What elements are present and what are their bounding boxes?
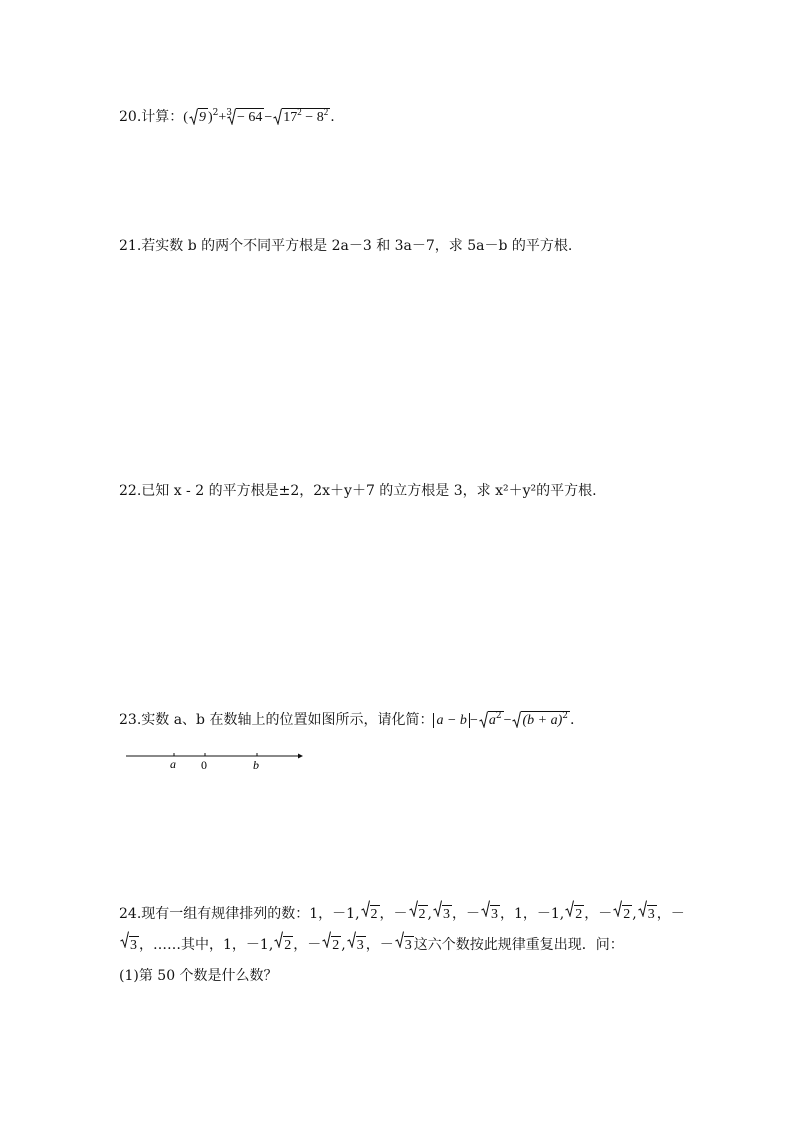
question-20: 20.计算：( 9 )$^2$+$^3$ − 64 − $17^2 - 8^2$ . — [119, 107, 335, 125]
sqrt-b-plus-a-sq: $(b + a)^2$ — [512, 710, 570, 730]
question-22: 22.已知 x - 2 的平方根是±2，2x＋y＋7 的立方根是 3，求 x²＋y²的平方根. — [119, 483, 597, 499]
cbrt-neg64: − 64 — [227, 107, 264, 127]
question-23: 23.实数 a、b 在数轴上的位置如图所示，请化简： a − b − $a^2$ − $(b + a)^2$ . — [119, 711, 575, 728]
q24-sub-1: (1)第 50 个数是什么数？ — [119, 968, 278, 984]
sqrt-9: 9 — [189, 107, 208, 127]
label-b: b — [253, 758, 259, 772]
number-line — [126, 748, 306, 778]
q23-text: 23.实数 a、b 在数轴上的位置如图所示，请化简： — [119, 712, 434, 728]
label-zero: 0 — [201, 758, 207, 772]
abs-a-minus-b: a − b — [433, 713, 469, 728]
sqrt-a2: $a^2$ — [479, 710, 504, 730]
axis-arrow-icon — [298, 754, 303, 759]
question-21: 21.若实数 b 的两个不同平方根是 2a－3 和 3a－7，求 5a－b 的平方根. — [119, 238, 573, 254]
label-a: a — [170, 757, 176, 771]
q20-prefix: 计算： — [141, 109, 184, 125]
sqrt-17-8: $17^2 - 8^2$ — [273, 107, 330, 127]
question-24: 24.现有一组有规律排列的数：1，－1, 2 ，－ 2 , 3 ，－ 3 ，1，－1, 2 ，－ 2 , 3 ，－ 3 ，……其中，1，－1, 2 ，－ 2 , 3 ，－ 3 这六个数按此规律重复出现．问： (1)第 50 个数是什么数？ — [119, 899, 704, 992]
q20-number: 20. — [119, 109, 142, 125]
